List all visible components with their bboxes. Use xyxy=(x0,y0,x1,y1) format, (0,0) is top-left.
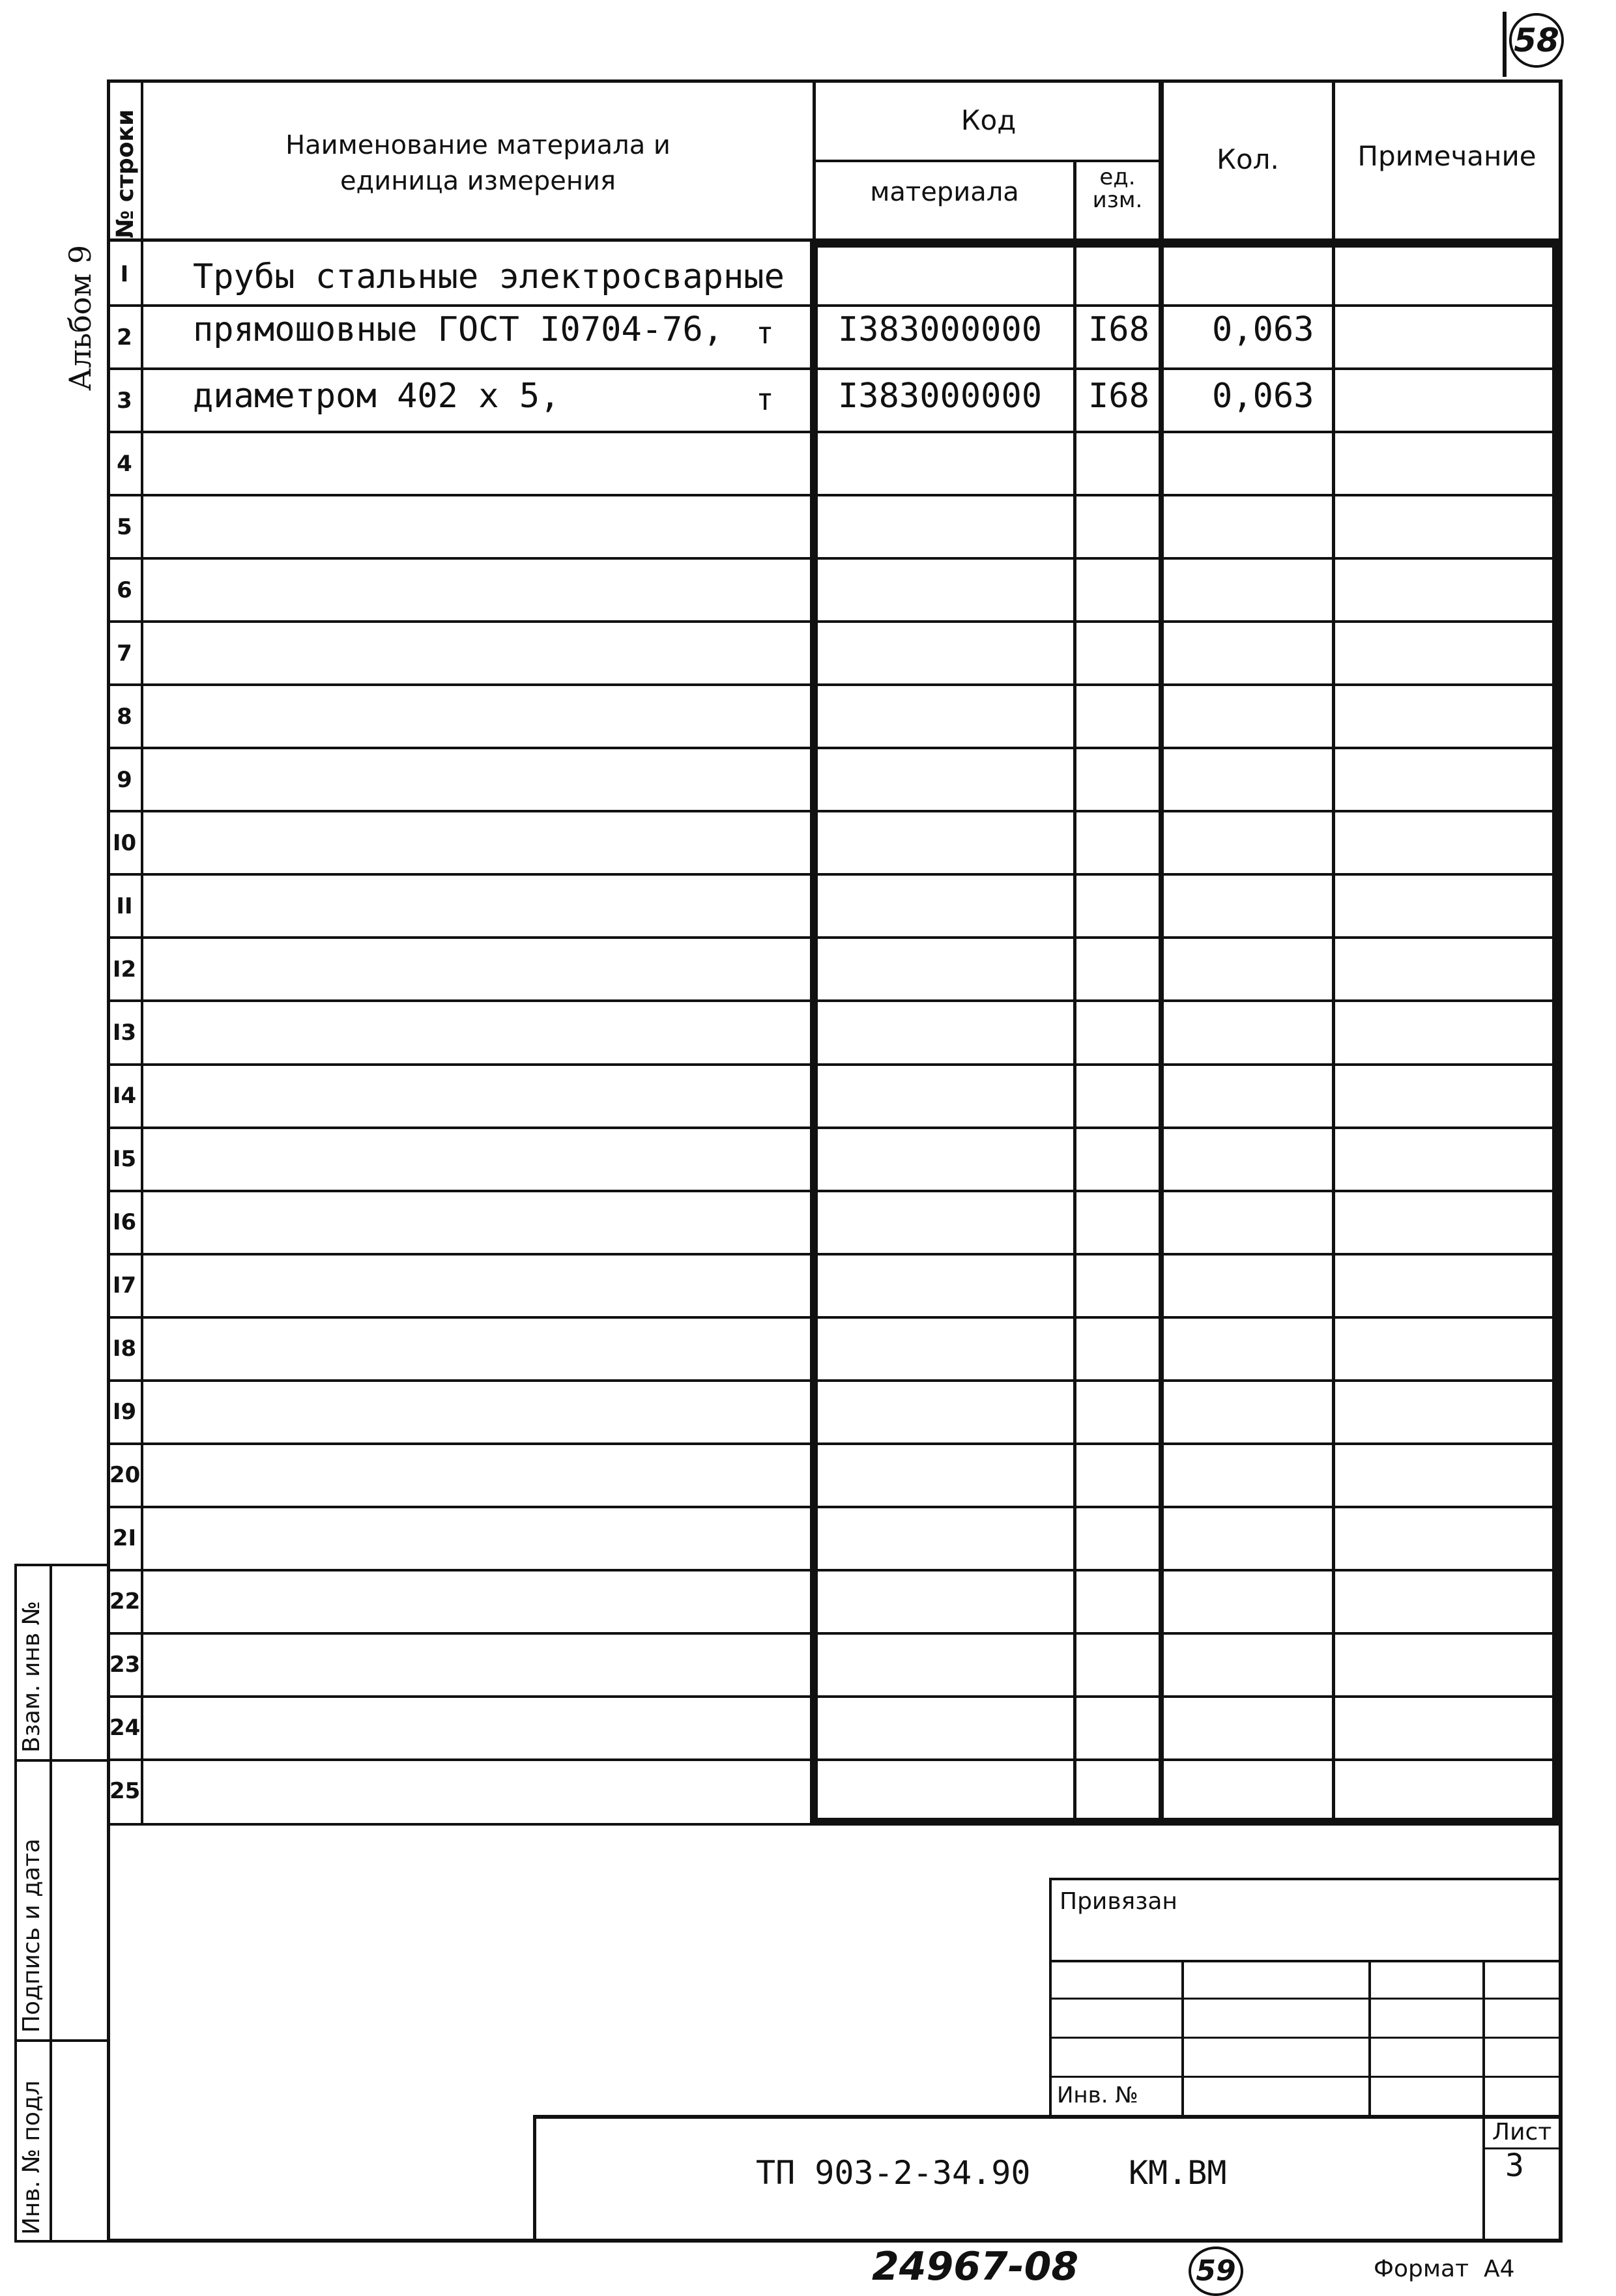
row-number: I7 xyxy=(112,1272,137,1299)
row-number: II xyxy=(116,893,133,919)
row-separator xyxy=(107,1506,1559,1508)
row-3-unit-mark: т xyxy=(756,382,774,417)
row-number: 8 xyxy=(117,704,132,730)
row-2-qty: 0,063 xyxy=(1212,310,1314,349)
side-stamp-podpis: Подпись и дата xyxy=(18,1838,45,2033)
sheet-label: Лист xyxy=(1492,2119,1552,2145)
row-3-name: диаметром 402 х 5, xyxy=(193,377,560,416)
col-divider-unit xyxy=(1073,160,1076,1826)
frame-right-inner xyxy=(1552,242,1559,1826)
row-separator xyxy=(107,1632,1559,1635)
row-number: I5 xyxy=(112,1146,137,1172)
row-number: 6 xyxy=(117,577,132,603)
col-divider-qty xyxy=(1159,79,1164,1826)
row-number: I4 xyxy=(112,1083,137,1109)
handwritten-number: 24967-08 xyxy=(872,2244,1079,2289)
privyazan-line3 xyxy=(1049,2037,1563,2039)
privyazan-col1 xyxy=(1181,1960,1184,2116)
row-number: 20 xyxy=(109,1462,141,1488)
privyazan-col2 xyxy=(1368,1960,1371,2116)
side-stamp-top xyxy=(14,1564,109,1566)
side-stamp-line2 xyxy=(14,2039,109,2042)
row-separator xyxy=(107,936,1559,939)
row-2-material: I383000000 xyxy=(838,310,1043,349)
row-separator xyxy=(107,1442,1559,1445)
row-number: I0 xyxy=(112,830,137,856)
header-row-no: № строки xyxy=(112,109,139,238)
side-stamp-bottom xyxy=(14,2240,109,2243)
row-2-name: прямошовные ГОСТ I0704-76, xyxy=(193,310,723,349)
col-divider-name-thick xyxy=(810,242,818,1826)
privyazan-line4 xyxy=(1049,2076,1563,2078)
row-number: 7 xyxy=(117,640,132,667)
row-number: I3 xyxy=(112,1020,137,1046)
side-stamp-vzam: Взам. инв № xyxy=(18,1601,45,1753)
row-number: 25 xyxy=(109,1778,141,1804)
row-number: 23 xyxy=(109,1652,141,1678)
row-separator xyxy=(107,304,1559,307)
row-number: I2 xyxy=(112,956,137,983)
header-name-line1: Наименование материала и xyxy=(285,130,671,160)
sheet-no: 3 xyxy=(1505,2147,1524,2184)
header-unit-line2: изм. xyxy=(1092,187,1143,213)
row-number: 24 xyxy=(109,1715,141,1741)
privyazan-col3 xyxy=(1482,1960,1485,2239)
title-block-left xyxy=(533,2115,536,2243)
header-qty: Кол. xyxy=(1217,143,1279,175)
row-number: 4 xyxy=(117,451,132,477)
row-separator xyxy=(107,1063,1559,1066)
row-separator xyxy=(107,1695,1559,1698)
row-number: I xyxy=(120,261,129,287)
table-bottom xyxy=(107,1823,814,1826)
row-number: 22 xyxy=(109,1588,141,1614)
header-code: Код xyxy=(960,104,1017,136)
privyazan-label: Привязан xyxy=(1060,1888,1177,1915)
row-number: 2I xyxy=(112,1525,137,1551)
row-separator xyxy=(107,1316,1559,1319)
format-label: Формат А4 xyxy=(1374,2256,1515,2282)
header-bottom-thick xyxy=(810,241,1559,248)
table-bottom-thick xyxy=(810,1818,1563,1826)
row-2-unit-mark: т xyxy=(756,315,774,351)
row-separator xyxy=(107,1190,1559,1192)
header-unit-line1: ед. xyxy=(1099,164,1136,190)
row-number: I8 xyxy=(112,1336,137,1362)
row-2-unit: I68 xyxy=(1088,310,1149,349)
row-separator xyxy=(107,999,1559,1002)
page-mark-bar xyxy=(1503,12,1507,77)
title-block-top xyxy=(533,2115,1563,2119)
header-name-line2: единица измерения xyxy=(339,166,616,196)
row-separator xyxy=(107,747,1559,749)
doc-code: ТП 903-2-34.90 КМ.ВМ xyxy=(756,2154,1227,2192)
row-separator xyxy=(107,1758,1559,1761)
col-divider-note xyxy=(1332,79,1335,1826)
privyazan-line2 xyxy=(1049,1998,1563,2000)
privyazan-line1 xyxy=(1049,1960,1563,1962)
row-no-divider xyxy=(141,79,143,1826)
page-mark: 58 xyxy=(1509,13,1564,68)
side-stamp-left xyxy=(14,1564,17,2243)
header-material: материала xyxy=(870,177,1019,207)
row-number: 9 xyxy=(117,767,132,793)
header-note: Примечание xyxy=(1357,140,1537,172)
row-separator xyxy=(107,810,1559,812)
row-separator xyxy=(107,431,1559,433)
row-separator xyxy=(107,1569,1559,1571)
row-3-material: I383000000 xyxy=(838,377,1043,416)
row-number: 5 xyxy=(117,514,132,540)
row-number: 2 xyxy=(117,324,132,351)
row-number: 3 xyxy=(117,388,132,414)
side-stamp-mid xyxy=(50,1564,52,2243)
row-separator xyxy=(107,873,1559,876)
row-separator xyxy=(107,683,1559,686)
row-separator xyxy=(107,620,1559,623)
side-stamp-line1 xyxy=(14,1759,109,1762)
row-separator xyxy=(107,557,1559,560)
row-separator xyxy=(107,367,1559,370)
row-separator xyxy=(107,494,1559,496)
side-stamp-inv-podl: Инв. № подл xyxy=(18,2080,45,2235)
row-separator xyxy=(107,1253,1559,1256)
row-number: I9 xyxy=(112,1399,137,1425)
circled-number: 59 xyxy=(1189,2246,1243,2296)
privyazan-top xyxy=(1049,1878,1563,1880)
frame-top xyxy=(107,79,1563,83)
row-3-unit: I68 xyxy=(1088,377,1149,416)
row-separator xyxy=(107,1126,1559,1129)
row-separator xyxy=(107,1379,1559,1382)
frame-right xyxy=(1559,79,1563,2243)
header-code-line xyxy=(813,160,1161,162)
album-label: Альбом 9 xyxy=(63,244,98,391)
row-3-qty: 0,063 xyxy=(1212,377,1314,416)
inv-no-label: Инв. № xyxy=(1057,2082,1138,2108)
frame-bottom xyxy=(107,2239,1563,2243)
row-1-name: Трубы стальные электросварные xyxy=(193,257,785,296)
row-number: I6 xyxy=(112,1209,137,1235)
